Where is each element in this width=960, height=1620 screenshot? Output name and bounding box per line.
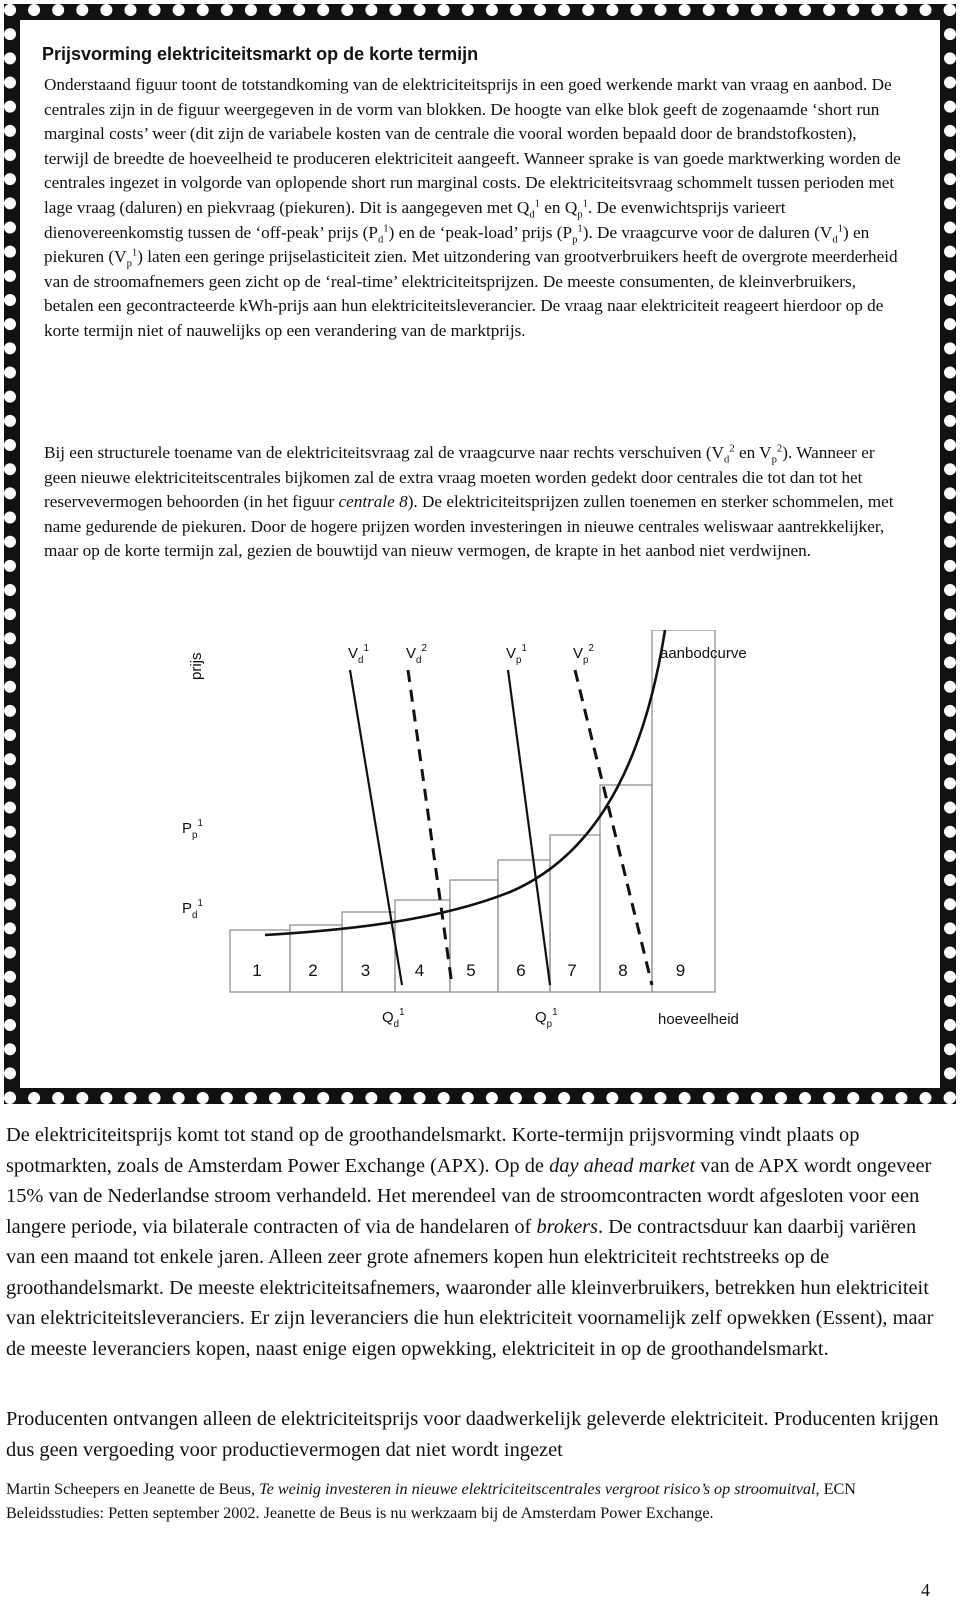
demand-label-Vd1: $V_d^1$: [348, 643, 369, 666]
plant-block-2: [290, 925, 342, 992]
plant-blocks: [230, 630, 715, 992]
page-number: 4: [921, 1580, 930, 1600]
block-number-2: 2: [308, 961, 318, 980]
curves: [265, 630, 665, 985]
citation-footer: Martin Scheepers en Jeanette de Beus, Te weinig investeren in nieuwe elektriciteitscentrales vergroot risico’s op stroomuitval, ECN Beleidsstudies: Petten september 2002. Jeanette de Beus is nu werkzaam bij de Amsterdam Power Exchange.: [6, 1480, 856, 1523]
quantity-label-Qd1: $Q_d^1$: [382, 1007, 405, 1030]
block-number-9: 9: [675, 961, 686, 980]
box-paragraph-1: Onderstaand figuur toont de totstandkoming van de elektriciteitsprijs in een goed werkende markt van vraag en aanbod. De centrales zijn in de figuur weergegeven in de vorm van blokken. De hoogte van elke blok geeft de zogenaamde ‘short run marginal costs’ weer (dit zijn de variabele kosten van de centrale die vooral worden bepaald door de brandstofkosten), terwijl de breedte de hoeveelheid te produceren elektriciteit aangeeft. Wanneer sprake is van goede marktwerking worden de centrales ingezet in volgorde van oplopende short run marginal costs. De elektriciteitsvraag schommelt tussen perioden met lage vraag (daluren) en piekvraag (piekuren). Dit is aangegeven met $Q_d^1$ en $Q_p^1$. De evenwichtsprijs varieert dienovereenkomstig tussen de ‘off-peak’ prijs $(P_d^1)$ en de ‘peak-load’ prijs $(P_p^1)$. De vraagcurve voor de daluren $(V_d^1)$ en piekuren $(V_p^1)$ laten een geringe prijselasticiteit zien. Met uitzondering van grootverbruikers heeft de overgrote meerderheid van de stroomafnemers geen zicht op de ‘real-time’ elektriciteitsprijzen. De meeste consumenten, de kleinverbruikers, betalen een gecontracteerde kWh-prijs aan hun elektriciteitsleverancier. De vraag naar elektriciteit reageert hierdoor op de korte termijn niet of nauwelijks op een verandering van de marktprijs.: [44, 75, 901, 340]
supply-label: aanbodcurve: [660, 645, 747, 662]
italic-run: brokers: [536, 1215, 598, 1238]
box-title: Prijsvorming elektriciteitsmarkt op de korte termijn: [42, 44, 479, 64]
y-axis-label: prijs: [188, 652, 205, 680]
demand-curve-Vp1: [508, 670, 550, 985]
italic-run: centrale 8: [338, 492, 408, 512]
price-formation-chart: [20, 630, 920, 1050]
price-label-Pd1: $P_d^1$: [182, 898, 203, 921]
block-number-8: 8: [618, 961, 628, 980]
block-number-7: 7: [567, 961, 577, 980]
block-number-1: 1: [252, 961, 262, 980]
block-number-5: 5: [466, 961, 476, 980]
italic-run: day ahead market: [549, 1154, 696, 1177]
demand-curve-Vd1: [350, 670, 402, 985]
body-paragraph-2: Producenten ontvangen alleen de elektriciteitsprijs voor daadwerkelijk geleverde elektriciteit. Producenten krijgen dus geen vergoeding voor productievermogen dat niet wordt ingezet: [6, 1408, 939, 1461]
price-label-Pp1: $P_p^1$: [182, 818, 203, 841]
quantity-label-Qp1: $Q_p^1$: [535, 1007, 558, 1030]
body-paragraph-1: De elektriciteitsprijs komt tot stand op de groothandelsmarkt. Korte-termijn prijsvorming vindt plaats op spotmarkten, zoals de Amsterdam Power Exchange (APX). Op de day ahead market van de APX wordt ongeveer 15% van de Nederlandse stroom verhandeld. Het merendeel van de stroomcontracten wordt afgesloten voor een langere periode, via bilaterale contracten of via de handelaren of brokers. De contractsduur kan daarbij variëren van een maand tot enkele jaren. Alleen zeer grote afnemers kopen hun elektriciteit rechtstreeks op de groothandelsmarkt. De meeste elektriciteitsafnemers, waaronder alle kleinverbruikers, betrekken hun elektriciteit van elektriciteitsleveranciers. Er zijn leveranciers die hun elektriciteit voornamelijk zelf opwekken (Essent), maar de meeste leveranciers kopen, naast enige eigen opwekking, elektriciteit in op de groothandelsmarkt.: [6, 1124, 934, 1360]
supply-curve: [265, 630, 665, 935]
box-paragraph-2: Bij een structurele toename van de elektriciteitsvraag zal de vraagcurve naar rechts verschuiven ($V_d^2$ en $V_p^2$). Wanneer er geen nieuwe elektriciteitscentrales bijkomen zal de extra vraag moeten worden gedekt door centrales die tot dan tot het reservevermogen behoorden (in het figuur centrale 8). De elektriciteitsprijzen zullen toenemen en sterker schommelen, met name gedurende de piekuren. Door de hogere prijzen worden investeringen in nieuwe centrales weliswaar aantrekkelijker, maar op de korte termijn zal, gezien de bouwtijd van nieuw vermogen, de krapte in het aanbod niet verdwijnen.: [44, 443, 894, 561]
chart-labels: [182, 643, 747, 1030]
demand-label-Vp1: $V_p^1$: [506, 643, 527, 666]
block-number-3: 3: [360, 961, 371, 980]
block-number-4: 4: [414, 961, 425, 980]
demand-curve-Vd2: [408, 670, 452, 985]
plant-block-9: [652, 630, 715, 992]
x-axis-label: hoeveelheid: [658, 1011, 739, 1028]
italic-run: Te weinig investeren in nieuwe elektriciteitscentrales vergroot risico’s op stroomuitval: [259, 1480, 816, 1498]
block-number-6: 6: [516, 961, 526, 980]
demand-label-Vd2: $V_d^2$: [406, 643, 427, 666]
demand-label-Vp2: $V_p^2$: [573, 643, 594, 666]
demand-curve-Vp2: [575, 670, 652, 985]
